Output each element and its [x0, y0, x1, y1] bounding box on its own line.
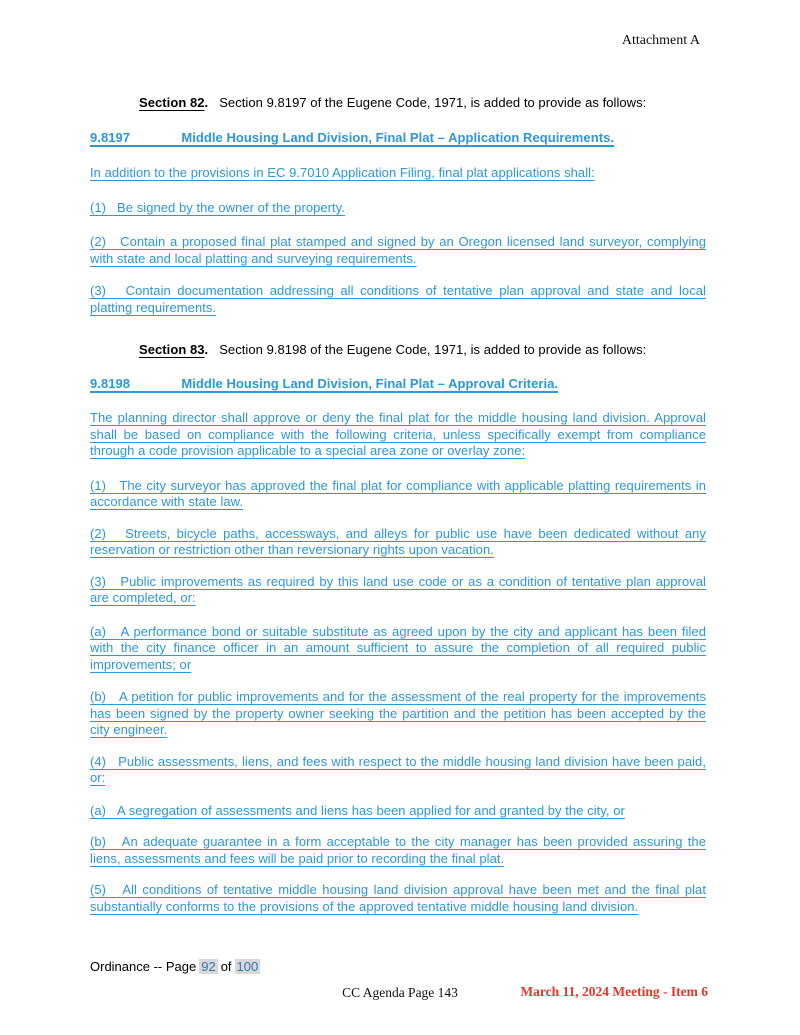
- ordinance-page-line: [90, 959, 263, 974]
- item-gap: [106, 834, 122, 849]
- code-title: Middle Housing Land Division, Final Plat – Approval Criteria.: [181, 375, 559, 391]
- page-number-field: 92: [201, 959, 216, 974]
- approval-intro-paragraph: The planning director shall approve or deny the final plat for the middle housing land division. Approval shall be based on compliance with the following criteria, unless specifically exempt from compliance through a code provision applicable to a special area zone or overlay zone:: [90, 410, 706, 458]
- code-heading-9-8198: [90, 376, 706, 393]
- item-gap: [106, 689, 119, 704]
- code-title: Middle Housing Land Division, Final Plat – Application Requirements.: [181, 129, 615, 145]
- tab-spacer: [208, 342, 219, 357]
- section-82-label: Section 82: [139, 95, 205, 110]
- code-heading-9-8197: [90, 130, 706, 147]
- subpara-83-4a: [90, 803, 706, 820]
- para-82-3: [90, 283, 706, 316]
- item-label: (1): [90, 477, 107, 493]
- item-gap: [106, 478, 119, 493]
- item-text: Be signed by the owner of the property.: [117, 199, 345, 215]
- para-83-1: [90, 478, 706, 511]
- code-number: 9.8197: [90, 129, 131, 145]
- item-gap: [106, 882, 122, 897]
- section-83-line: Section 83. Section 9.8198 of the Eugene Code, 1971, is added to provide as follows:: [139, 342, 647, 357]
- page-total-field: 100: [236, 959, 259, 974]
- item-text: A petition for public improvements and for the assessment of the real property for the improvements has been signed by the property owner seeking the partition and the petition has been accepted by the city engineer.: [90, 689, 706, 737]
- code-number: 9.8198: [90, 375, 131, 391]
- item-text: An adequate guarantee in a form acceptable to the city manager has been provided assuring the liens, assessments and fees will be paid prior to recording the final plat.: [90, 834, 706, 866]
- subpara-83-4b: [90, 834, 706, 867]
- item-gap: [106, 803, 117, 818]
- item-gap: [106, 574, 120, 589]
- item-text: The city surveyor has approved the final plat for compliance with applicable platting requirements in accordance with state law.: [90, 477, 706, 509]
- item-label: (a): [90, 623, 107, 639]
- section-82-line: Section 82. Section 9.8197 of the Eugene Code, 1971, is added to provide as follows:: [139, 95, 647, 110]
- agenda-page-label: CC Agenda Page 143: [342, 985, 458, 1000]
- tab-spacer: [130, 376, 181, 391]
- para-83-4: [90, 754, 706, 787]
- para-83-3: [90, 574, 706, 607]
- intro-paragraph: In addition to the provisions in EC 9.7010 Application Filing, final plat applications shall:: [90, 165, 595, 180]
- item-gap: [106, 234, 120, 249]
- tab-spacer: [208, 95, 219, 110]
- item-label: (2): [90, 234, 107, 249]
- of-label: of: [220, 959, 232, 974]
- item-text: All conditions of tentative middle housing land division approval have been met and the final plat substantially conforms to the provisions of the approved tentative middle housing land division.: [90, 882, 706, 914]
- item-gap: [106, 624, 121, 639]
- item-text: Contain a proposed final plat stamped and signed by an Oregon licensed land surveyor, complying with state and local platting and surveying requirements.: [90, 234, 706, 266]
- item-gap: [106, 283, 126, 298]
- para-82-1: [90, 200, 706, 217]
- item-text: Public improvements as required by this land use code or as a condition of tentative plan approval are completed, or:: [90, 573, 706, 605]
- subpara-83-3b: [90, 689, 706, 739]
- item-gap: [106, 200, 117, 215]
- item-label: (3): [90, 283, 107, 298]
- attachment-label: Attachment A: [621, 33, 700, 48]
- item-label: (5): [90, 882, 107, 897]
- item-gap: [106, 526, 125, 541]
- para-83-5: [90, 882, 706, 915]
- meeting-item-label: March 11, 2024 Meeting - Item 6: [520, 984, 708, 999]
- item-text: Contain documentation addressing all conditions of tentative plan approval and state and local platting requirements.: [90, 283, 706, 315]
- subpara-83-3a: [90, 624, 706, 674]
- para-83-2: [90, 526, 706, 559]
- item-gap: [106, 754, 118, 769]
- para-82-2: [90, 234, 706, 267]
- section-83-label: Section 83: [139, 342, 205, 357]
- item-text: A performance bond or suitable substitute as agreed upon by the city and applicant has been filed with the city finance officer in an amount sufficient to assure the completion of all required public improvements; or: [90, 623, 706, 672]
- tab-spacer: [130, 130, 181, 145]
- document-body: [90, 0, 706, 915]
- item-label: (b): [90, 834, 107, 849]
- item-label: (b): [90, 689, 107, 704]
- item-text: A segregation of assessments and liens has been applied for and granted by the city, or: [117, 802, 625, 818]
- item-text: Public assessments, liens, and fees with respect to the middle housing land division have been paid, or:: [90, 753, 706, 785]
- item-label: (1): [90, 199, 107, 215]
- item-label: (4): [90, 753, 107, 769]
- ordinance-prefix: Ordinance -- Page: [90, 959, 197, 974]
- section-83-text: Section 9.8198 of the Eugene Code, 1971, is added to provide as follows:: [219, 342, 647, 357]
- item-text: Streets, bicycle paths, accessways, and alleys for public use have been dedicated without any reservation or restriction other than reversionary rights upon vacation.: [90, 525, 706, 557]
- section-82-text: Section 9.8197 of the Eugene Code, 1971, is added to provide as follows:: [219, 95, 647, 110]
- item-label: (a): [90, 802, 107, 818]
- item-label: (2): [90, 525, 107, 541]
- item-label: (3): [90, 573, 107, 589]
